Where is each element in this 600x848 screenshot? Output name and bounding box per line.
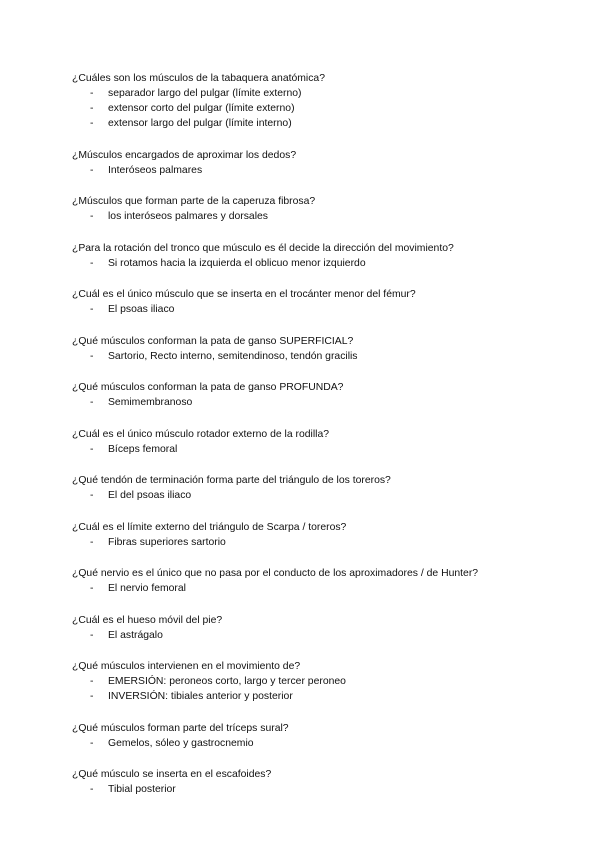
answer-text: El nervio femoral: [108, 583, 186, 594]
answer-text: extensor largo del pulgar (límite interno): [108, 118, 292, 129]
question: ¿Qué músculos intervienen en el movimiento de?: [72, 661, 301, 672]
bullet-dash: -: [90, 304, 94, 315]
answer-list: [72, 782, 542, 797]
bullet-dash: -: [90, 164, 94, 176]
qa-block: [72, 520, 542, 550]
answer-list: [72, 209, 542, 224]
answer-item: [72, 86, 542, 101]
bullet-dash: -: [90, 583, 94, 594]
answer-item: [72, 488, 542, 503]
qa-block: [72, 241, 542, 271]
question: ¿Qué músculos forman parte del tríceps sural?: [72, 722, 289, 734]
question: ¿Cuál es el único músculo que se inserta en el trocánter menor del fémur?: [72, 289, 416, 300]
answer-text: Bíceps femoral: [108, 443, 178, 455]
bullet-dash: -: [90, 257, 94, 269]
qa-block: [72, 287, 542, 317]
answer-text: separador largo del pulgar (límite externo): [108, 88, 302, 99]
answer-text: Gemelos, sóleo y gastrocnemio: [108, 737, 254, 749]
answer-item: [72, 782, 542, 797]
answer-item: [72, 101, 542, 116]
question: ¿Cuál es el hueso móvil del pie?: [72, 614, 223, 626]
qa-block: [72, 659, 542, 704]
answer-item: [72, 256, 542, 271]
answer-list: [72, 302, 542, 317]
answer-item: [72, 628, 542, 643]
bullet-dash: -: [90, 397, 94, 408]
answer-text: Tibial posterior: [108, 784, 176, 795]
bullet-dash: -: [90, 118, 94, 129]
answer-list: [72, 442, 542, 457]
qa-block: [72, 148, 542, 178]
bullet-dash: -: [90, 103, 94, 114]
bullet-dash: -: [90, 443, 94, 455]
qa-block: [72, 767, 542, 797]
answer-list: [72, 488, 542, 503]
qa-block: [72, 613, 542, 643]
answer-item: [72, 209, 542, 224]
answer-item: [72, 689, 542, 704]
answer-text: extensor corto del pulgar (límite externo): [108, 103, 295, 114]
answer-list: [72, 163, 542, 178]
answer-item: [72, 349, 542, 364]
document-page: [72, 71, 542, 814]
qa-block: [72, 71, 542, 131]
bullet-dash: -: [90, 536, 94, 548]
answer-item: [72, 581, 542, 596]
answer-text: Si rotamos hacia la izquierda el oblicuo menor izquierdo: [108, 257, 366, 269]
answer-list: [72, 349, 542, 364]
qa-block: [72, 380, 542, 410]
bullet-dash: -: [90, 691, 94, 702]
answer-text: El psoas iliaco: [108, 304, 175, 315]
question: ¿Qué músculos conforman la pata de ganso SUPERFICIAL?: [72, 335, 354, 347]
bullet-dash: -: [90, 350, 94, 362]
question: ¿Qué nervio es el único que no pasa por el conducto de los aproximadores / de Hunter?: [72, 568, 479, 579]
bullet-dash: -: [90, 737, 94, 749]
answer-text: los interóseos palmares y dorsales: [108, 211, 268, 222]
answer-text: El astrágalo: [108, 629, 163, 641]
bullet-dash: -: [90, 676, 94, 687]
qa-block: [72, 566, 542, 596]
answer-list: [72, 628, 542, 643]
qa-block: [72, 334, 542, 364]
answer-text: Semimembranoso: [108, 397, 193, 408]
question: ¿Qué músculo se inserta en el escafoides?: [72, 769, 272, 780]
bullet-dash: -: [90, 629, 94, 641]
answer-list: [72, 535, 542, 550]
question: ¿Músculos encargados de aproximar los dedos?: [72, 149, 297, 161]
question: ¿Qué músculos conforman la pata de ganso PROFUNDA?: [72, 382, 344, 393]
answer-item: [72, 442, 542, 457]
answer-text: Interóseos palmares: [108, 164, 203, 176]
answer-item: [72, 736, 542, 751]
question: ¿Cuáles son los músculos de la tabaquera anatómica?: [72, 73, 325, 84]
answer-item: [72, 395, 542, 410]
answer-item: [72, 674, 542, 689]
answer-list: [72, 736, 542, 751]
bullet-dash: -: [90, 784, 94, 795]
question: ¿Cuál es el límite externo del triángulo de Scarpa / toreros?: [72, 521, 347, 533]
bullet-dash: -: [90, 88, 94, 99]
answer-item: [72, 163, 542, 178]
question: ¿Músculos que forman parte de la caperuza fibrosa?: [72, 196, 316, 207]
question: ¿Qué tendón de terminación forma parte del triángulo de los toreros?: [72, 475, 391, 486]
question: ¿Para la rotación del tronco que músculo es él decide la dirección del movimiento?: [72, 242, 454, 254]
answer-list: [72, 256, 542, 271]
qa-block: [72, 721, 542, 751]
qa-block: [72, 194, 542, 224]
answer-list: [72, 395, 542, 410]
answer-text: El del psoas iliaco: [108, 490, 192, 501]
answer-text: Fibras superiores sartorio: [108, 536, 226, 548]
question: ¿Cuál es el único músculo rotador externo de la rodilla?: [72, 428, 330, 440]
qa-block: [72, 473, 542, 503]
bullet-dash: -: [90, 211, 94, 222]
answer-list: [72, 581, 542, 596]
answer-list: [72, 86, 542, 131]
answer-item: [72, 535, 542, 550]
answer-item: [72, 302, 542, 317]
answer-list: [72, 674, 542, 704]
answer-text: Sartorio, Recto interno, semitendinoso, tendón gracilis: [108, 350, 358, 362]
qa-block: [72, 427, 542, 457]
answer-text: EMERSIÓN: peroneos corto, largo y tercer peroneo: [108, 676, 346, 687]
bullet-dash: -: [90, 490, 94, 501]
answer-item: [72, 116, 542, 131]
answer-text: INVERSIÓN: tibiales anterior y posterior: [108, 691, 293, 702]
